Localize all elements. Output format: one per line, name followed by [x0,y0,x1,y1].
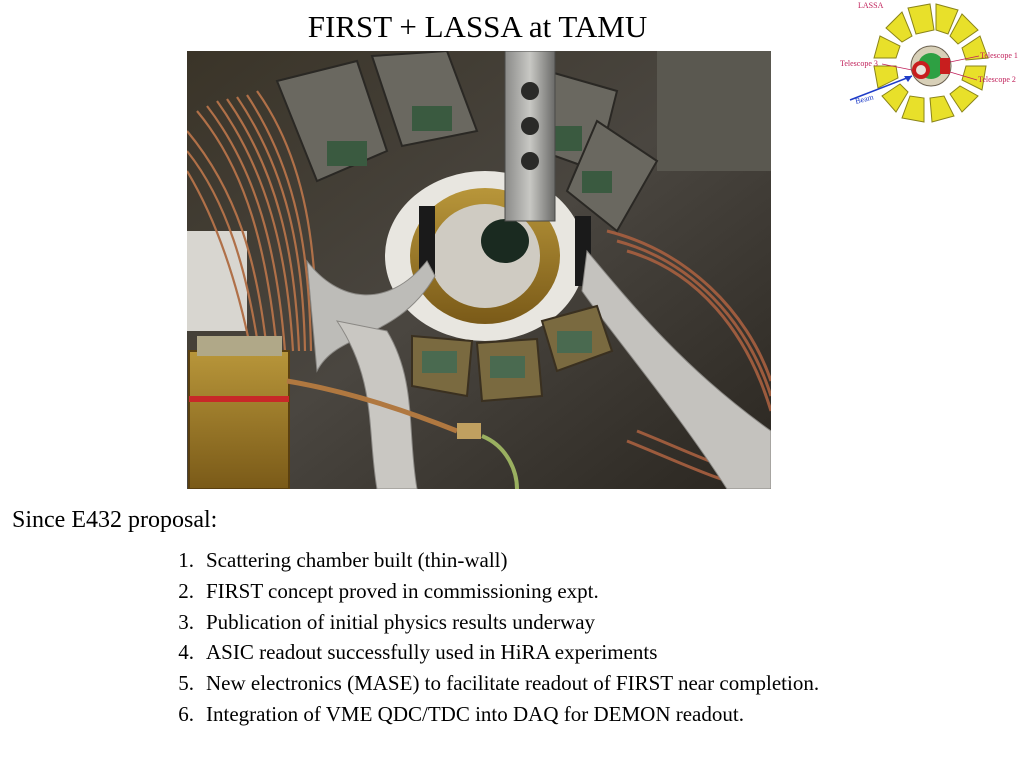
list-item [148,668,819,699]
list-item [148,637,819,668]
list-item-number: 4. [178,640,194,665]
list-item-text: Scattering chamber built (thin-wall) [206,548,508,572]
list-item-number: 2. [178,578,194,603]
progress-list [148,545,819,730]
list-item [148,607,819,638]
list-item-number: 3. [178,609,194,634]
list-item [148,576,819,607]
list-item-text: Publication of initial physics results underway [206,609,596,634]
list-item-text: New electronics (MASE) to facilitate readout of FIRST near completion. [206,671,820,696]
beam-label: Beam [854,92,875,106]
slide-title: FIRST + LASSA at TAMU [307,9,648,44]
list-item [148,545,819,576]
intro-text: Since E432 proposal: [12,507,218,533]
list-item-text: ASIC readout successfully used in HiRA experiments [206,640,658,665]
detector-array-photo [187,51,771,489]
list-item-number: 1. [178,548,194,572]
list-item [148,699,819,730]
lassa-schematic-diagram [838,0,1024,132]
telescope-2-label: Telescope 2 [978,75,1016,84]
lassa-label: LASSA [858,1,884,10]
telescope-3-label: Telescope 3 [840,59,878,68]
list-item-number: 6. [178,701,194,726]
list-item-text: Integration of VME QDC/TDC into DAQ for DEMON readout. [206,701,744,726]
list-item-number: 5. [178,671,194,696]
telescope-1-label: Telescope 1 [980,51,1018,60]
list-item-text: FIRST concept proved in commissioning expt. [206,578,599,603]
